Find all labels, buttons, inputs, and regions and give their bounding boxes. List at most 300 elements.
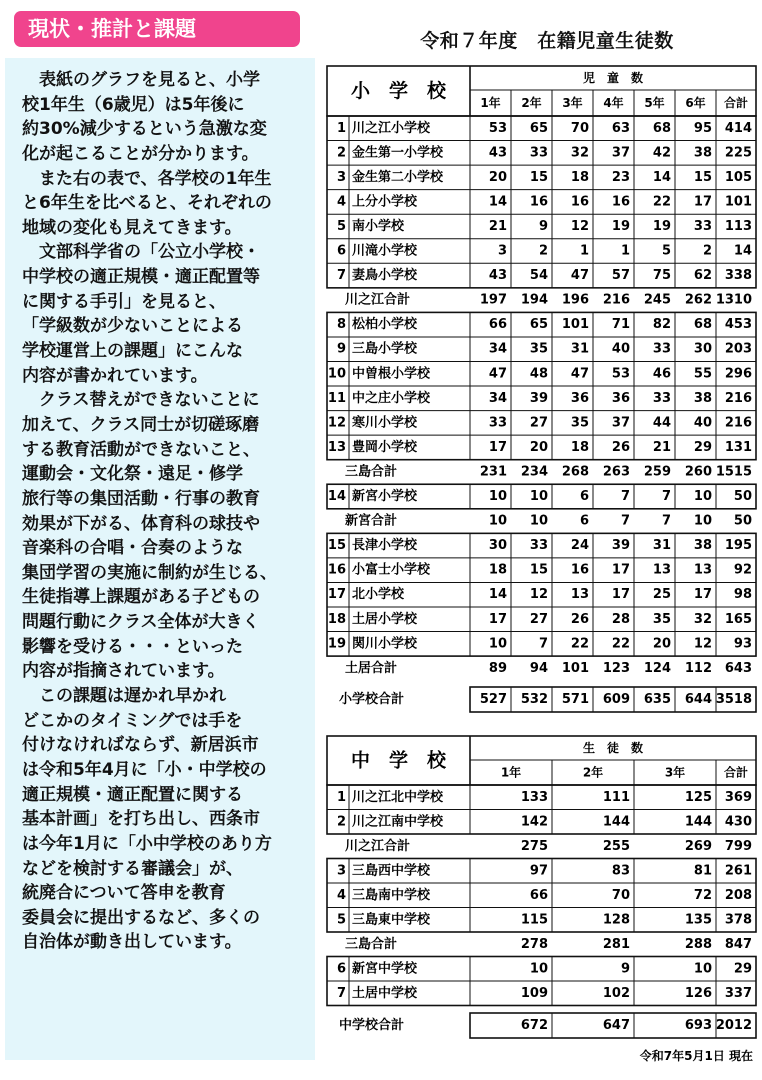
body-line: 運動会・文化祭・遠足・修学	[22, 464, 243, 485]
value-cell: 453	[724, 317, 752, 333]
grand-total-value: 527	[479, 692, 507, 707]
value-cell: 66	[488, 317, 507, 333]
value-cell: 70	[570, 120, 589, 136]
school-name: 寒川小学校	[352, 415, 418, 431]
value-cell: 6	[579, 489, 589, 505]
value-cell: 338	[724, 268, 752, 284]
subtotal-value: 6	[579, 513, 589, 529]
body-line: 音楽科の合唱・合奏のような	[22, 538, 243, 559]
value-cell: 126	[684, 985, 712, 1001]
value-cell: 16	[570, 562, 589, 578]
value-cell: 93	[733, 636, 752, 652]
value-cell: 15	[693, 169, 712, 185]
body-line: 中学校の適正規模・適正配置等	[22, 267, 260, 288]
value-cell: 17	[488, 611, 507, 627]
value-cell: 75	[652, 268, 671, 284]
body-line: 自治体が動き出しています。	[22, 932, 242, 953]
school-name: 川之江南中学校	[352, 814, 444, 830]
value-cell: 32	[570, 145, 589, 161]
value-cell: 21	[652, 439, 671, 455]
grand-total-value: 3518	[715, 692, 752, 707]
body-line: 校1年生（6歳児）は5年後に	[22, 94, 245, 115]
school-number: 14	[327, 489, 346, 505]
value-cell: 216	[724, 415, 752, 431]
value-cell: 7	[620, 489, 630, 505]
school-name: 松柏小学校	[352, 317, 418, 333]
value-cell: 33	[529, 538, 548, 554]
school-name: 新宮中学校	[352, 961, 418, 977]
subtotal-value: 231	[479, 464, 507, 480]
school-name: 南小学校	[352, 218, 405, 234]
subtotal-label: 土居合計	[345, 660, 398, 676]
body-line: 表紙のグラフを見ると、小学	[22, 70, 260, 90]
value-cell: 10	[529, 489, 548, 505]
subtotal-value: 196	[561, 292, 589, 308]
subtotal-value: 1310	[715, 292, 752, 308]
value-cell: 98	[733, 587, 752, 603]
school-name: 土居中学校	[352, 985, 418, 1001]
grand-total-value: 2012	[715, 1018, 752, 1033]
value-cell: 81	[693, 863, 712, 879]
subtotal-value: 643	[724, 660, 752, 676]
school-name: 金生第二小学校	[352, 169, 444, 185]
value-cell: 165	[724, 611, 752, 627]
value-cell: 16	[611, 194, 630, 210]
column-header: 6年	[685, 96, 706, 110]
value-cell: 26	[570, 611, 589, 627]
value-cell: 44	[652, 415, 671, 431]
school-name: 妻鳥小学校	[352, 268, 418, 284]
value-cell: 144	[602, 814, 630, 830]
value-cell: 34	[488, 390, 507, 406]
body-line: は令和5年4月に「小・中学校の	[22, 759, 267, 780]
value-cell: 35	[529, 341, 548, 357]
value-cell: 43	[488, 145, 507, 161]
value-cell: 133	[520, 789, 548, 805]
value-cell: 125	[684, 789, 712, 805]
school-number: 19	[327, 636, 346, 652]
school-number: 7	[336, 985, 346, 1001]
value-cell: 12	[570, 218, 589, 234]
value-cell: 7	[661, 489, 671, 505]
value-cell: 72	[693, 887, 712, 903]
school-number: 4	[336, 194, 346, 210]
column-header: 2年	[582, 765, 604, 780]
value-cell: 27	[529, 611, 548, 627]
school-name: 川之江小学校	[352, 120, 431, 136]
body-line: 効果が下がる、体育科の球技や	[22, 513, 260, 534]
grand-total-value: 644	[684, 692, 712, 707]
value-cell: 2	[538, 243, 548, 259]
value-cell: 43	[488, 268, 507, 284]
value-cell: 17	[611, 587, 630, 603]
value-cell: 31	[570, 341, 589, 357]
subtotal-value: 278	[520, 936, 548, 952]
subtotal-value: 268	[561, 464, 589, 480]
value-cell: 10	[488, 636, 507, 652]
body-line: 学校運営上の課題」にこんな	[22, 341, 243, 362]
value-cell: 92	[733, 562, 752, 578]
school-number: 7	[336, 268, 346, 284]
value-cell: 17	[488, 439, 507, 455]
value-cell: 29	[733, 961, 752, 977]
grand-total-value: 571	[561, 692, 589, 707]
value-cell: 68	[652, 120, 671, 136]
school-name: 川之江北中学校	[352, 789, 444, 805]
body-line: と6年生を比べると、それぞれの	[22, 193, 272, 214]
value-cell: 14	[488, 194, 507, 210]
school-number: 16	[327, 562, 346, 578]
school-name: 長津小学校	[352, 538, 418, 554]
column-header: 3年	[664, 765, 686, 780]
value-cell: 17	[611, 562, 630, 578]
school-number: 11	[327, 390, 346, 406]
body-line: 地域の変化も見えてきます。	[22, 217, 242, 238]
body-line: 「学級数が少ないことによる	[22, 316, 243, 337]
subtotal-value: 124	[643, 660, 671, 676]
value-cell: 113	[724, 218, 752, 234]
body-line: 問題行動にクラス全体が大きく	[22, 612, 260, 633]
value-cell: 20	[652, 636, 671, 652]
value-cell: 57	[611, 268, 630, 284]
body-line: 加えて、クラス同士が切磋琢磨	[22, 414, 260, 435]
value-cell: 10	[693, 489, 712, 505]
body-line: 統廃合について答申を教育	[22, 883, 226, 904]
column-header: 合計	[723, 96, 749, 110]
value-cell: 30	[693, 341, 712, 357]
value-cell: 109	[520, 985, 548, 1001]
subtotal-value: 1515	[715, 464, 752, 480]
value-cell: 10	[529, 961, 548, 977]
value-cell: 23	[611, 169, 630, 185]
value-cell: 66	[529, 887, 548, 903]
value-cell: 54	[529, 268, 548, 284]
column-header: 2年	[521, 96, 542, 110]
value-cell: 12	[693, 636, 712, 652]
value-cell: 40	[693, 415, 712, 431]
value-cell: 33	[693, 218, 712, 234]
subtotal-value: 288	[684, 936, 712, 952]
body-line: は今年1月に「小中学校のあり方	[22, 833, 272, 854]
school-name: 川滝小学校	[352, 243, 418, 259]
value-cell: 10	[488, 489, 507, 505]
value-cell: 68	[693, 317, 712, 333]
value-cell: 2	[702, 243, 712, 259]
grand-total-value: 693	[684, 1018, 712, 1033]
value-cell: 216	[724, 390, 752, 406]
subtotal-value: 269	[684, 838, 712, 854]
value-cell: 378	[724, 912, 752, 928]
body-line: 内容が指摘されています。	[22, 661, 225, 682]
value-cell: 46	[652, 366, 671, 382]
value-cell: 13	[693, 562, 712, 578]
subtotal-value: 260	[684, 464, 712, 480]
body-line: 基本計画」を打ち出し、西条市	[22, 809, 260, 830]
value-cell: 225	[724, 145, 752, 161]
grand-total-value: 647	[602, 1018, 630, 1033]
grand-total-label: 小学校合計	[339, 692, 405, 707]
school-name: 新宮小学校	[352, 489, 418, 505]
body-line: 約30%減少するという急激な変	[22, 119, 267, 140]
school-name: 三島南中学校	[352, 887, 431, 903]
school-number: 1	[336, 120, 346, 136]
value-cell: 25	[652, 587, 671, 603]
value-cell: 111	[602, 789, 630, 805]
school-number: 6	[336, 243, 346, 259]
value-cell: 115	[520, 912, 548, 928]
school-number: 4	[336, 887, 346, 903]
table-header-label: 中 学 校	[350, 749, 447, 772]
body-line: この課題は遅かれ早かれ	[22, 686, 226, 707]
school-name: 中曽根小学校	[352, 366, 431, 382]
value-cell: 24	[570, 538, 589, 554]
school-number: 6	[336, 961, 346, 977]
column-group-label: 生 徒 数	[582, 741, 644, 755]
subtotal-value: 281	[602, 936, 630, 952]
school-name: 豊岡小学校	[352, 439, 418, 455]
value-cell: 101	[561, 317, 589, 333]
column-header: 1年	[480, 96, 501, 110]
subtotal-value: 259	[643, 464, 671, 480]
column-header: 4年	[603, 96, 624, 110]
school-name: 三島東中学校	[352, 912, 431, 928]
school-number: 15	[327, 538, 346, 554]
value-cell: 39	[611, 538, 630, 554]
value-cell: 36	[570, 390, 589, 406]
subtotal-value: 216	[602, 292, 630, 308]
value-cell: 42	[652, 145, 671, 161]
subtotal-value: 263	[602, 464, 630, 480]
value-cell: 37	[611, 415, 630, 431]
value-cell: 369	[724, 789, 752, 805]
value-cell: 337	[724, 985, 752, 1001]
value-cell: 1	[620, 243, 630, 259]
subtotal-value: 197	[479, 292, 507, 308]
value-cell: 34	[488, 341, 507, 357]
subtotal-value: 245	[643, 292, 671, 308]
grand-total-value: 532	[520, 692, 548, 707]
subtotal-value: 94	[529, 660, 548, 676]
value-cell: 32	[693, 611, 712, 627]
value-cell: 39	[529, 390, 548, 406]
school-name: 北小学校	[352, 587, 405, 603]
body-line: どこかのタイミングでは手を	[22, 710, 243, 731]
value-cell: 16	[570, 194, 589, 210]
subtotal-value: 89	[488, 660, 507, 676]
body-line: などを検討する審議会」が、	[22, 858, 243, 879]
value-cell: 105	[724, 169, 752, 185]
subtotal-label: 三島合計	[345, 464, 398, 480]
value-cell: 22	[611, 636, 630, 652]
value-cell: 22	[570, 636, 589, 652]
subtotal-value: 262	[684, 292, 712, 308]
value-cell: 82	[652, 317, 671, 333]
school-number: 9	[336, 341, 346, 357]
value-cell: 29	[693, 439, 712, 455]
grand-total-label: 中学校合計	[339, 1018, 405, 1033]
value-cell: 18	[570, 439, 589, 455]
value-cell: 102	[602, 985, 630, 1001]
grand-total-value: 672	[520, 1018, 548, 1033]
value-cell: 1	[579, 243, 589, 259]
subtotal-value: 10	[488, 513, 507, 529]
column-header: 1年	[500, 765, 522, 780]
value-cell: 135	[684, 912, 712, 928]
body-line: に関する手引」を見ると、	[22, 291, 226, 312]
value-cell: 142	[520, 814, 548, 830]
value-cell: 71	[611, 317, 630, 333]
value-cell: 70	[611, 887, 630, 903]
value-cell: 35	[570, 415, 589, 431]
body-line: クラス替えができないことに	[22, 390, 260, 411]
value-cell: 31	[652, 538, 671, 554]
subtotal-label: 三島合計	[345, 936, 398, 952]
school-number: 3	[336, 169, 346, 185]
value-cell: 30	[488, 538, 507, 554]
subtotal-value: 194	[520, 292, 548, 308]
value-cell: 7	[538, 636, 548, 652]
value-cell: 430	[724, 814, 752, 830]
value-cell: 15	[529, 169, 548, 185]
value-cell: 128	[602, 912, 630, 928]
value-cell: 40	[611, 341, 630, 357]
value-cell: 5	[661, 243, 671, 259]
value-cell: 101	[724, 194, 752, 210]
school-name: 関川小学校	[352, 636, 418, 652]
value-cell: 33	[652, 390, 671, 406]
value-cell: 47	[570, 268, 589, 284]
table-header-label: 小 学 校	[350, 80, 447, 102]
school-number: 12	[327, 415, 346, 431]
body-line: 影響を受ける・・・といった	[22, 636, 243, 657]
value-cell: 13	[570, 587, 589, 603]
value-cell: 261	[724, 863, 752, 879]
as-of-date-note: 令和7年5月1日 現在	[639, 1049, 753, 1063]
value-cell: 47	[570, 366, 589, 382]
column-header: 5年	[644, 96, 665, 110]
value-cell: 20	[529, 439, 548, 455]
value-cell: 3	[497, 243, 507, 259]
value-cell: 17	[693, 587, 712, 603]
body-line: する教育活動ができないこと、	[22, 439, 260, 460]
school-number: 8	[336, 317, 346, 333]
school-number: 3	[336, 863, 346, 879]
value-cell: 296	[724, 366, 752, 382]
value-cell: 97	[529, 863, 548, 879]
school-number: 5	[336, 912, 346, 928]
body-line: 付けなければならず、新居浜市	[22, 735, 259, 756]
school-name: 小富士小学校	[352, 562, 431, 578]
subtotal-value: 10	[529, 513, 548, 529]
value-cell: 16	[529, 194, 548, 210]
body-line: 内容が書かれています。	[22, 365, 208, 386]
value-cell: 17	[693, 194, 712, 210]
value-cell: 33	[488, 415, 507, 431]
column-group-label: 児 童 数	[582, 71, 644, 85]
body-line: また右の表で、各学校の1年生	[22, 168, 272, 189]
value-cell: 38	[693, 390, 712, 406]
value-cell: 26	[611, 439, 630, 455]
subtotal-value: 50	[733, 513, 752, 529]
subtotal-value: 7	[661, 513, 671, 529]
subtotal-label: 川之江合計	[345, 838, 411, 854]
value-cell: 65	[529, 120, 548, 136]
grand-total-value: 609	[602, 692, 630, 707]
body-line: 化が起こることが分かります。	[22, 143, 259, 164]
school-number: 2	[336, 145, 346, 161]
subtotal-label: 新宮合計	[345, 513, 398, 529]
subtotal-value: 847	[724, 936, 752, 952]
value-cell: 18	[570, 169, 589, 185]
value-cell: 55	[693, 366, 712, 382]
value-cell: 144	[684, 814, 712, 830]
body-line: 集団学習の実施に制約が生じる、	[22, 562, 277, 583]
subtotal-value: 123	[602, 660, 630, 676]
value-cell: 18	[488, 562, 507, 578]
value-cell: 37	[611, 145, 630, 161]
value-cell: 95	[693, 120, 712, 136]
value-cell: 50	[733, 489, 752, 505]
value-cell: 19	[611, 218, 630, 234]
value-cell: 19	[652, 218, 671, 234]
school-name: 三島小学校	[352, 341, 418, 357]
value-cell: 414	[724, 120, 752, 136]
value-cell: 12	[529, 587, 548, 603]
value-cell: 13	[652, 562, 671, 578]
subtotal-value: 112	[684, 660, 712, 676]
value-cell: 33	[652, 341, 671, 357]
body-line: 委員会に提出するなど、多くの	[22, 907, 260, 928]
value-cell: 27	[529, 415, 548, 431]
school-name: 土居小学校	[352, 611, 418, 627]
school-number: 5	[336, 218, 346, 234]
subtotal-value: 799	[724, 838, 752, 854]
school-number: 2	[336, 814, 346, 830]
school-number: 1	[336, 789, 346, 805]
subtotal-value: 255	[602, 838, 630, 854]
value-cell: 38	[693, 145, 712, 161]
value-cell: 14	[733, 243, 752, 259]
value-cell: 47	[488, 366, 507, 382]
subtotal-value: 234	[520, 464, 548, 480]
value-cell: 195	[724, 538, 752, 554]
body-line: 文部科学省の「公立小学校・	[22, 242, 260, 263]
value-cell: 48	[529, 366, 548, 382]
value-cell: 203	[724, 341, 752, 357]
value-cell: 14	[652, 169, 671, 185]
subtotal-value: 101	[561, 660, 589, 676]
value-cell: 10	[693, 961, 712, 977]
value-cell: 9	[538, 218, 548, 234]
school-number: 18	[327, 611, 346, 627]
subtotal-value: 275	[520, 838, 548, 854]
value-cell: 62	[693, 268, 712, 284]
section-title-badge: 現状・推計と課題	[14, 11, 300, 47]
value-cell: 33	[529, 145, 548, 161]
value-cell: 63	[611, 120, 630, 136]
value-cell: 14	[488, 587, 507, 603]
grand-total-value: 635	[643, 692, 671, 707]
value-cell: 131	[724, 439, 752, 455]
body-line: 旅行等の集団活動・行事の教育	[22, 488, 260, 509]
table-title: 令和７年度 在籍児童生徒数	[420, 30, 674, 52]
value-cell: 38	[693, 538, 712, 554]
value-cell: 21	[488, 218, 507, 234]
column-header: 3年	[562, 96, 583, 110]
value-cell: 28	[611, 611, 630, 627]
subtotal-value: 7	[620, 513, 630, 529]
school-name: 三島西中学校	[352, 863, 431, 879]
